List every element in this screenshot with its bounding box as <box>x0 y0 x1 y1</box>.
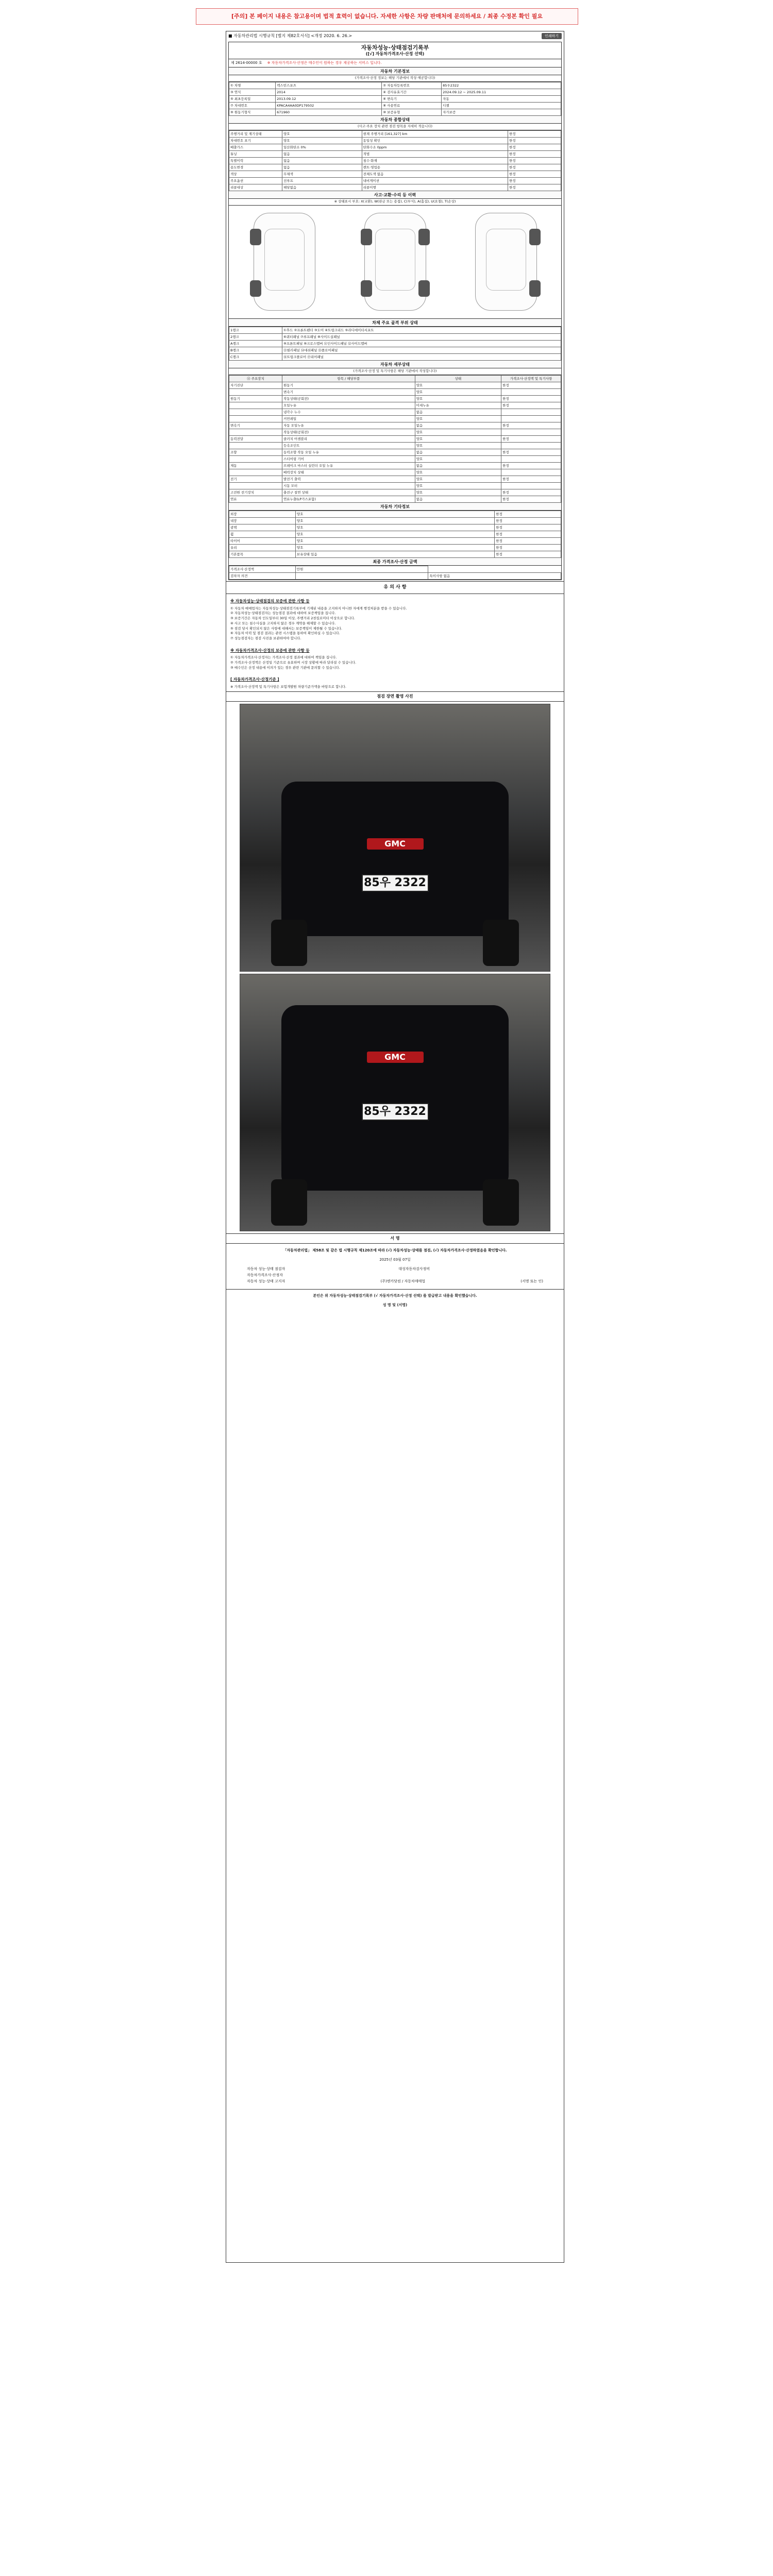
basic-cell: ④ 검사유효기간 <box>382 89 442 95</box>
detail-row <box>229 402 561 409</box>
frame-cell: A랭크 <box>229 340 282 347</box>
status-cell: 한정 <box>508 184 561 191</box>
detail-row <box>229 389 561 396</box>
detail-cell: 없음 <box>415 449 501 456</box>
notice-line: ① 자동차가격조사·산정자는 가격조사·산정 결과에 대하여 책임을 집니다. <box>230 655 337 659</box>
detail-row <box>229 469 561 476</box>
basic-cell: ⑤ 최초등록일 <box>229 95 276 102</box>
basic-cell: 85우2322 <box>442 82 561 89</box>
notice-line: ⑤ 점검 당시 확인되지 않은 사항에 대해서는 보증책임이 제한될 수 있습니다. <box>230 626 342 631</box>
detail-cell: 변속기 <box>229 422 282 429</box>
frame-cell: B랭크 <box>229 347 282 353</box>
status-cell: 없음 <box>282 157 362 164</box>
detail-cell: 원동기 <box>229 396 282 402</box>
status-row <box>229 184 561 191</box>
status-cell: 한정 <box>508 157 561 164</box>
detail-cell <box>501 443 561 449</box>
frame-section-title: 차체 주요 골격 부위 상태 <box>229 319 561 327</box>
status-row <box>229 130 561 137</box>
detail-cell: 커먼레일 <box>282 416 415 422</box>
frame-cell: ⑥쿼터패널 ⑦루프패널 ⑧사이드실패널 <box>282 333 561 340</box>
status-cell: 주행거리 및 계기상태 <box>229 130 282 137</box>
detail-cell: 냉각수 누수 <box>282 409 415 416</box>
car-top-view <box>364 213 426 311</box>
basic-row <box>229 82 561 89</box>
etc-cell: 양호 <box>295 511 494 518</box>
basic-cell: 자동 <box>442 95 561 102</box>
status-cell: 차대번호 표기 <box>229 137 282 144</box>
detail-row <box>229 476 561 483</box>
status-cell: 색상 <box>229 171 282 177</box>
status-cell: 용도변경 <box>229 164 282 171</box>
status-cell: 리콜대상 <box>229 184 282 191</box>
price-row <box>229 573 561 580</box>
frame-table <box>229 327 561 361</box>
sign-cell: 자동차 성능·상태 고지자 <box>247 1279 285 1283</box>
diagram-section-note: ※ 상태표시 부호: X(교환), W(판금 또는 용접), C(부식), A(흠집), U(요철), T(손상) <box>229 199 561 206</box>
car-left-view <box>254 213 315 311</box>
frame-row <box>229 347 561 353</box>
detail-row <box>229 496 561 503</box>
detail-cell <box>501 429 561 436</box>
plate-rear: 85우 2322 <box>362 1103 429 1121</box>
notice-line: ① 자동차 매매업자는 자동차성능·상태점검기록부에 기재된 내용을 고지하지 아니한 자에게 행정처분을 받을 수 있습니다. <box>230 606 407 611</box>
detail-cell: 양호 <box>415 469 501 476</box>
notice-section-1 <box>226 594 564 643</box>
price-cell: 검차자 의견 <box>229 573 296 580</box>
detail-cell <box>229 389 282 396</box>
cert-number-row <box>229 59 561 67</box>
price-cell <box>295 573 428 580</box>
basic-cell: 자가보증 <box>442 109 561 115</box>
detail-cell: 양호 <box>415 429 501 436</box>
frame-cell: ①후드 ②프론트펜더 ③도어 ④트렁크리드 ⑤라디에이터서포트 <box>282 327 561 333</box>
sign-cell: (서명 또는 인) <box>520 1279 543 1283</box>
detail-section-note: (가격조사·산정 및 특기사항은 해당 기관에서 작성합니다) <box>229 368 561 375</box>
basic-cell: ⑥ 변속기 <box>382 95 442 102</box>
basic-cell: ⑩ 보증유형 <box>382 109 442 115</box>
detail-cell <box>501 409 561 416</box>
sign-cell: 자동차가격조사·산정자 <box>247 1273 283 1277</box>
etc-row <box>229 531 561 538</box>
detail-cell <box>501 389 561 396</box>
detail-cell: 조향 <box>229 449 282 456</box>
status-cell: 배출가스 <box>229 144 282 150</box>
detail-cell: 시동 모터 <box>282 483 415 489</box>
detail-cell: 제동 <box>229 463 282 469</box>
detail-cell: 동력전달 <box>229 436 282 443</box>
status-cell: 튜닝 <box>229 150 282 157</box>
detail-cell: 양호 <box>415 443 501 449</box>
detail-cell: 한정 <box>501 402 561 409</box>
detail-cell: 스티어링 기어 <box>282 456 415 463</box>
status-table <box>229 130 561 191</box>
status-cell: 렌트·영업용 <box>362 164 508 171</box>
detail-row <box>229 489 561 496</box>
status-cell: 한정 <box>508 177 561 184</box>
detail-cell: 한정 <box>501 396 561 402</box>
frame-cell: 1랭크 <box>229 327 282 333</box>
status-row <box>229 177 561 184</box>
etc-row <box>229 545 561 551</box>
detail-cell <box>229 456 282 463</box>
etc-row <box>229 551 561 558</box>
detail-cell <box>229 429 282 436</box>
status-row <box>229 164 561 171</box>
detail-cell: 오일누유 <box>282 402 415 409</box>
detail-cell: 없음 <box>415 463 501 469</box>
etc-cell: 한정 <box>495 531 561 538</box>
status-row <box>229 171 561 177</box>
notice-heading-3: [ 자동차가격조사·산정기준 ] <box>230 677 279 682</box>
basic-cell: 2014 <box>276 89 382 95</box>
sign-cell: 자동차 성능·상태 점검자 <box>247 1267 285 1272</box>
detail-cell <box>229 416 282 422</box>
basic-cell: 2013.09.12 <box>276 95 382 102</box>
status-cell: 동일성 확인 <box>362 137 508 144</box>
price-cell: 특이사항 없음 <box>428 573 561 580</box>
status-cell: 한정 <box>508 137 561 144</box>
status-cell: 없음 <box>282 150 362 157</box>
price-table <box>229 566 561 580</box>
detail-header-cell: 상태 <box>415 376 501 382</box>
detail-cell: 한정 <box>501 449 561 456</box>
detail-cell: 발전기 출력 <box>282 476 415 483</box>
notice-section-3 <box>226 672 564 691</box>
basic-section-note: (가격조사·산정 정보는 해당 기관에서 작성·제공합니다) <box>229 75 561 82</box>
etc-cell: 양호 <box>295 531 494 538</box>
frame-cell: C랭크 <box>229 353 282 360</box>
detail-cell: 양호 <box>415 382 501 389</box>
detail-cell: 자기진단 <box>229 382 282 389</box>
plate-front: 85우 2322 <box>362 874 429 892</box>
status-cell: 탄화수소 0ppm <box>362 144 508 150</box>
etc-cell: 양호 <box>295 538 494 545</box>
detail-table <box>229 375 561 503</box>
footer-text: 본인은 위 자동차성능·상태점검기록부 (√ 자동차가격조사·산정 선택) 를 발급받고 내용을 확인했습니다. <box>313 1293 477 1298</box>
footer-sign: 성 명 및 (서명) <box>382 1303 408 1308</box>
detail-cell <box>501 483 561 489</box>
vehicle-front-photo <box>240 704 550 972</box>
detail-cell: 양호 <box>415 483 501 489</box>
detail-cell: 전기 <box>229 476 282 483</box>
detail-cell: 배력장치 상태 <box>282 469 415 476</box>
detail-row <box>229 382 561 389</box>
detail-cell: 변속기 <box>282 389 415 396</box>
title-block <box>229 42 561 59</box>
legal-text: ■ 자동차관리법 시행규칙 [별지 제82호서식] <개정 2020. 6. 26.> <box>228 33 352 38</box>
detail-header-cell: ⑪ 주요장치 <box>229 376 282 382</box>
detail-row <box>229 429 561 436</box>
sign-section-title: 서 명 <box>226 1233 564 1244</box>
detail-cell: 미세누유 <box>415 402 501 409</box>
basic-cell: ① 차명 <box>229 82 276 89</box>
certificate <box>228 42 562 580</box>
car-right-view <box>475 213 537 311</box>
basic-row <box>229 109 561 115</box>
frame-row <box>229 353 561 360</box>
legal-line <box>226 31 564 41</box>
frame-cell: ⑯트렁크플로어 ⑰리어패널 <box>282 353 561 360</box>
notice-line: ※ 가격조사·산정액 및 특기사항은 보험개발원 차량기준가액을 바탕으로 합니다. <box>230 684 346 689</box>
detail-cell: 원동기 <box>282 382 415 389</box>
price-cell: 가격조사·산정액 <box>229 566 296 573</box>
basic-row <box>229 95 561 102</box>
etc-cell: 한정 <box>495 551 561 558</box>
status-cell: 한정 <box>508 130 561 137</box>
etc-cell: 기본품목 <box>229 551 296 558</box>
status-section-title: 자동차 종합상태 <box>229 116 561 124</box>
brand-badge-rear: GMC <box>367 1052 424 1063</box>
status-cell: 한정 <box>508 150 561 157</box>
detail-cell: 자동 오일누유 <box>282 422 415 429</box>
notice-line: ⑥ 자동차 이력 및 점검 결과는 관련 시스템을 통하여 확인하실 수 있습니다. <box>230 631 340 636</box>
status-cell: 한정 <box>508 164 561 171</box>
etc-cell: 한정 <box>495 511 561 518</box>
detail-row <box>229 409 561 416</box>
detail-cell: 한정 <box>501 436 561 443</box>
etc-row <box>229 511 561 518</box>
page-subtitle: ([√] 자동차가격조사·산정 선택) <box>365 51 425 56</box>
frame-cell: ⑨프론트패널 ⑩크로스멤버 ⑪인사이드패널 ⑫사이드멤버 <box>282 340 561 347</box>
detail-cell: 양호 <box>415 476 501 483</box>
detail-cell: 양호 <box>415 456 501 463</box>
sign-row <box>247 1273 543 1279</box>
detail-cell <box>501 416 561 422</box>
status-cell: 해당없음 <box>282 184 362 191</box>
detail-cell: 등속조인트 <box>282 443 415 449</box>
detail-row <box>229 483 561 489</box>
price-section-title: 최종 가격조사·산정 금액 <box>229 558 561 566</box>
sign-row <box>247 1266 543 1273</box>
etc-table <box>229 511 561 558</box>
detail-cell <box>501 456 561 463</box>
frame-row <box>229 340 561 347</box>
price-cell: 만원 <box>295 566 428 573</box>
sign-cell: (주)엔카닷컴 / 자동차매매업 <box>380 1279 426 1283</box>
notice-heading-1: ※ 자동차성능·상태점검의 보증에 관한 사항 등 <box>230 599 310 604</box>
etc-cell: 한정 <box>495 538 561 545</box>
detail-cell: 한정 <box>501 463 561 469</box>
detail-row <box>229 416 561 422</box>
detail-cell <box>501 469 561 476</box>
footer <box>226 1289 564 1312</box>
frame-cell: ⑬필러패널 ⑭대쉬패널 ⑮플로어패널 <box>282 347 561 353</box>
notice-heading-2: ※ 자동차가격조사·산정의 보증에 관한 사항 등 <box>230 648 310 653</box>
status-cell: 내비게이션 <box>362 177 508 184</box>
detail-cell <box>229 409 282 416</box>
etc-cell: 양호 <box>295 545 494 551</box>
status-cell: 일산화탄소 0% <box>282 144 362 150</box>
etc-cell: 한정 <box>495 518 561 524</box>
detail-row <box>229 396 561 402</box>
basic-cell: ② 자동차등록번호 <box>382 82 442 89</box>
detail-row <box>229 436 561 443</box>
status-cell: 양호 <box>282 130 362 137</box>
etc-cell: 타이어 <box>229 538 296 545</box>
detail-cell: 브레이크 마스터 실린더 오일 누유 <box>282 463 415 469</box>
basic-row <box>229 102 561 109</box>
notice-line: ② 가격조사·산정액은 산정일 기준으로 유효하며 시장 상황에 따라 달라질 수 있습니다. <box>230 660 357 665</box>
detail-cell: 양호 <box>415 396 501 402</box>
photo-section-title: 점검 장면 촬영 사진 <box>226 691 564 702</box>
vehicle-rear-photo <box>240 974 550 1231</box>
basic-cell: KPACA4AA0DP179502 <box>276 102 382 109</box>
cert-note: ※ 자동차가격조사·산정은 매수인이 원하는 경우 제공하는 서비스 입니다. <box>267 60 382 65</box>
status-row <box>229 150 561 157</box>
detail-cell <box>229 483 282 489</box>
detail-row <box>229 449 561 456</box>
diagram-section-title: 사고·교환·수리 등 이력 <box>229 191 561 199</box>
status-row <box>229 157 561 164</box>
detail-cell: 한정 <box>501 476 561 483</box>
etc-cell: 유리 <box>229 545 296 551</box>
detail-row <box>229 456 561 463</box>
etc-cell: 한정 <box>495 524 561 531</box>
detail-cell: 작동상태(공회전) <box>282 396 415 402</box>
brand-badge-front: GMC <box>367 838 424 850</box>
car-diagram <box>229 206 561 319</box>
inspection-record <box>226 31 564 2263</box>
notice-line: ⑦ 성능점검자는 점검 사진을 보관하여야 합니다. <box>230 636 301 640</box>
etc-cell: 양호 <box>295 518 494 524</box>
etc-cell: 한정 <box>495 545 561 551</box>
status-cell: 주요옵션 <box>229 177 282 184</box>
detail-row <box>229 463 561 469</box>
detail-cell: 양호 <box>415 416 501 422</box>
detail-cell <box>229 443 282 449</box>
detail-cell: 고전원 전기장치 <box>229 489 282 496</box>
status-cell: 침수·화재 <box>362 157 508 164</box>
frame-row <box>229 333 561 340</box>
warning-banner: [주의] 본 페이지 내용은 참고용이며 법적 효력이 없습니다. 자세한 사항은 차량 판매처에 문의하세요 / 최종 수정본 확인 필요 <box>196 8 578 25</box>
etc-row <box>229 538 561 545</box>
etc-section-title: 자동차 기타정보 <box>229 503 561 511</box>
sign-block <box>226 1244 564 1289</box>
detail-cell: 없음 <box>415 496 501 503</box>
status-cell: 양호 <box>282 137 362 144</box>
etc-cell: 양호 <box>295 524 494 531</box>
etc-cell: 외장 <box>229 511 296 518</box>
detail-header-cell: 가격조사·산정액 및 특기사항 <box>501 376 561 382</box>
detail-cell: 없음 <box>415 422 501 429</box>
detail-cell: 양호 <box>415 436 501 443</box>
status-row <box>229 137 561 144</box>
etc-row <box>229 524 561 531</box>
page-title: 자동차성능·상태점검기록부 <box>361 44 429 51</box>
notice-line: ③ 보증기간은 자동차 인도일부터 30일 이상, 주행거리 2천킬로미터 이상으로 합니다. <box>230 616 355 620</box>
frame-cell: 2랭크 <box>229 333 282 340</box>
status-cell: 없음 <box>282 164 362 171</box>
detail-cell: 한정 <box>501 496 561 503</box>
basic-cell: 렉스턴스포츠 <box>276 82 382 89</box>
sign-date: 2025년 03월 07일 <box>379 1258 411 1262</box>
sign-row <box>247 1279 543 1285</box>
status-cell: 전체도색 없음 <box>362 171 508 177</box>
basic-info-table <box>229 82 561 116</box>
detail-cell: 동력조향 작동 오일 누유 <box>282 449 415 456</box>
etc-cell: 광택 <box>229 524 296 531</box>
price-row <box>229 566 561 573</box>
detail-row <box>229 443 561 449</box>
detail-cell: 한정 <box>501 422 561 429</box>
detail-cell: 없음 <box>415 409 501 416</box>
detail-cell: 양호 <box>415 489 501 496</box>
status-row <box>229 144 561 150</box>
etc-cell: 보유상태 있음 <box>295 551 494 558</box>
basic-cell: ⑦ 차대번호 <box>229 102 276 109</box>
basic-cell: 671960 <box>276 109 382 115</box>
detail-section-title: 자동차 세부상태 <box>229 361 561 368</box>
etc-row <box>229 518 561 524</box>
detail-cell: 연료누출(LP가스포함) <box>282 496 415 503</box>
etc-cell: 휠 <box>229 531 296 538</box>
basic-cell: ⑨ 원동기형식 <box>229 109 276 115</box>
status-cell: 적법 <box>362 150 508 157</box>
notice-line: ② 자동차성능·상태점검자는 성능점검 결과에 대하여 보증책임을 집니다. <box>230 611 336 616</box>
basic-cell: ③ 연식 <box>229 89 276 95</box>
print-button[interactable]: 인쇄하기 <box>542 33 562 40</box>
basic-row <box>229 89 561 95</box>
etc-cell: 내장 <box>229 518 296 524</box>
basic-cell: 디젤 <box>442 102 561 109</box>
status-cell: 무채색 <box>282 171 362 177</box>
status-section-note: (사고·주요 장치 관련 점검 항목을 자세히 적습니다) <box>229 124 561 130</box>
detail-cell: 클러치 어셈블리 <box>282 436 415 443</box>
cert-number: 제 2614-00000 호 <box>231 60 262 65</box>
detail-cell: 연료 <box>229 496 282 503</box>
basic-section-title: 자동차 기본정보 <box>229 67 561 75</box>
notice-title: 유 의 사 항 <box>226 581 564 594</box>
detail-cell: 한정 <box>501 489 561 496</box>
detail-cell: 양호 <box>415 389 501 396</box>
status-cell: 한정 <box>508 171 561 177</box>
status-cell: 한정 <box>508 144 561 150</box>
status-cell: 선루프 <box>282 177 362 184</box>
sign-statement: 「자동차관리법」 제58조 및 같은 법 시행규칙 제120조에 따라 (√) 자동차성능·상태를 점검, (√) 자동차가격조사·산정하였음을 확인합니다. <box>283 1248 507 1253</box>
notice-line: ③ 매수인은 산정 내용에 이의가 있는 경우 관련 기관에 문의할 수 있습니다. <box>230 665 340 670</box>
status-cell: 특별이력 <box>229 157 282 164</box>
basic-cell: ⑧ 사용연료 <box>382 102 442 109</box>
status-cell: 현재 주행거리 [161,327] km <box>362 130 508 137</box>
status-cell: 리콜이행 <box>362 184 508 191</box>
detail-cell: 한정 <box>501 382 561 389</box>
sign-cell: 대성자동차검사정비 <box>398 1267 430 1272</box>
detail-row <box>229 422 561 429</box>
detail-cell: 충전구 절연 상태 <box>282 489 415 496</box>
detail-cell <box>229 469 282 476</box>
notice-line: ④ 사고 또는 침수사실을 고지하지 않은 경우 계약을 해제할 수 있습니다. <box>230 621 336 625</box>
frame-row <box>229 327 561 333</box>
detail-cell <box>229 402 282 409</box>
basic-cell: 2024.09.12 ~ 2025.09.11 <box>442 89 561 95</box>
detail-header-cell: 항목 / 해당부품 <box>282 376 415 382</box>
detail-cell: 작동상태(공회전) <box>282 429 415 436</box>
notice-section-2 <box>226 643 564 673</box>
